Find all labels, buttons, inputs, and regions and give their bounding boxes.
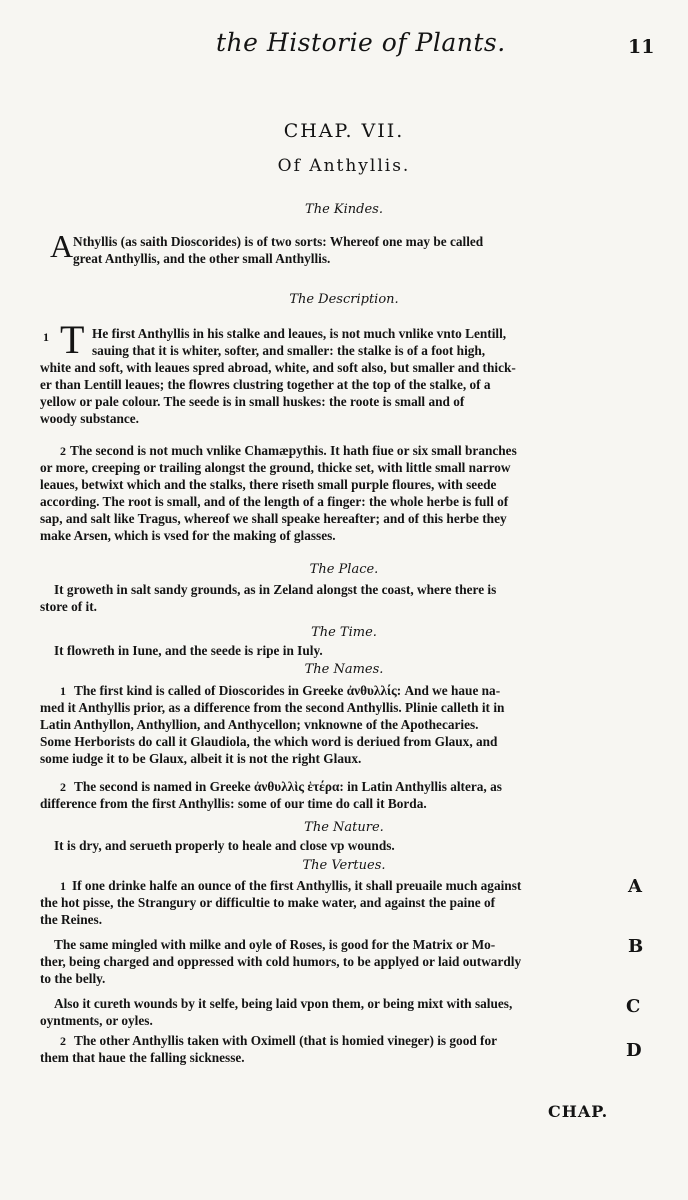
text-line: oyntments, or oyles. [40,1013,153,1028]
text-line: them that haue the falling sicknesse. [40,1050,245,1065]
text-line: white and soft, with leaues spred abroad, white, and soft also, but smaller and thick- [40,360,516,375]
margin-letter-a: A [628,876,642,897]
section-heading-vertues: The Vertues. [302,858,386,873]
item-number: 1 [60,879,66,893]
text-line: med it Anthyllis prior, as a difference from the second Anthyllis. Plinie calleth it in [40,700,505,715]
chapter-subtitle: Of Anthyllis. [277,156,411,176]
item-number: 2 [60,1034,66,1048]
text-line: yellow or pale colour. The seede is in small huskes: the roote is small and of [40,394,465,409]
section-heading-nature: The Nature. [304,820,384,835]
text-line: some iudge it to be Glaux, albeit it is not the right Glaux. [40,751,362,766]
running-title: the Historie of Plants. [216,28,506,57]
text-line: It flowreth in Iune, and the seede is ripe in Iuly. [54,643,323,658]
text-line: ther, being charged and oppressed with cold humors, to be applyed or laid outwardly [40,954,522,969]
catchword: CHAP. [548,1102,609,1121]
running-head [0,28,688,68]
text-line: It groweth in salt sandy grounds, as in Zeland alongst the coast, where there is [54,582,497,597]
item-number: 2 [60,780,66,794]
text-line: It is dry, and serueth properly to heale and close vp wounds. [54,838,395,853]
text-line: If one drinke halfe an ounce of the first Anthyllis, it shall preuaile much against [72,878,522,893]
text-line: store of it. [40,599,97,614]
text-line: The second is named in Greeke ἀνθυλλὶς ἑτέρα: in Latin Anthyllis altera, as [74,779,502,794]
section-heading-description: The Description. [289,292,399,307]
text-line: make Arsen, which is vsed for the making of glasses. [40,528,336,543]
item-number: 2 [60,444,66,458]
text-line: or more, creeping or trailing alongst the ground, thicke set, with little small narrow [40,460,511,475]
text-line: sauing that it is whiter, softer, and smaller: the stalke is of a foot high, [92,343,486,358]
text-line: The same mingled with milke and oyle of Roses, is good for the Matrix or Mo- [54,937,496,952]
text-line: er than Lentill leaues; the flowres clustring together at the top of the stalke, of a [40,377,491,392]
text-line: sap, and salt like Tragus, whereof we shall speake hereafter; and of this herbe they [40,511,507,526]
item-number: 1 [43,330,49,344]
text-line: Latin Anthyllon, Anthyllion, and Anthycellon; vnknowne of the Apothecaries. [40,717,479,732]
text-line: The other Anthyllis taken with Oximell (that is homied vineger) is good for [74,1033,498,1048]
text-line: to the belly. [40,971,106,986]
margin-letter-c: C [626,996,641,1017]
section-heading-kindes: The Kindes. [305,202,383,217]
text-line: leaues, betwixt which and the stalks, there riseth small purple floures, with seede [40,477,497,492]
text-line: according. The root is small, and of the length of a finger: the whole herbe is full of [40,494,509,509]
text-line: Also it cureth wounds by it selfe, being laid vpon them, or being mixt with salues, [54,996,513,1011]
text-line: Nthyllis (as saith Dioscorides) is of two sorts: Whereof one may be called [73,234,484,249]
text-line: He first Anthyllis in his stalke and leaues, is not much vnlike vnto Lentill, [92,326,507,341]
section-heading-place: The Place. [309,562,379,577]
drop-cap-t: T [60,317,85,362]
margin-letter-b: B [628,936,644,957]
margin-letter-d: D [626,1040,642,1061]
text-line: Some Herborists do call it Glaudiola, the which word is deriued from Glaux, and [40,734,498,749]
item-number: 1 [60,684,66,698]
text-line: woody substance. [40,411,140,426]
text-line: great Anthyllis, and the other small Anthyllis. [73,251,331,266]
page-number: 11 [628,36,655,58]
drop-cap-a: A [50,228,74,264]
section-heading-time: The Time. [311,625,377,640]
text-line: difference from the first Anthyllis: some of our time do call it Borda. [40,796,427,811]
section-heading-names: The Names. [304,662,384,677]
text-line: the hot pisse, the Strangury or difficultie to make water, and against the paine of [40,895,496,910]
text-line: The second is not much vnlike Chamæpythis. It hath fiue or six small branches [70,443,517,458]
text-line: The first kind is called of Dioscorides in Greeke ἀνθυλλίς: And we haue na- [74,683,501,698]
chapter-title: CHAP. VII. [283,120,405,142]
text-line: the Reines. [40,912,103,927]
